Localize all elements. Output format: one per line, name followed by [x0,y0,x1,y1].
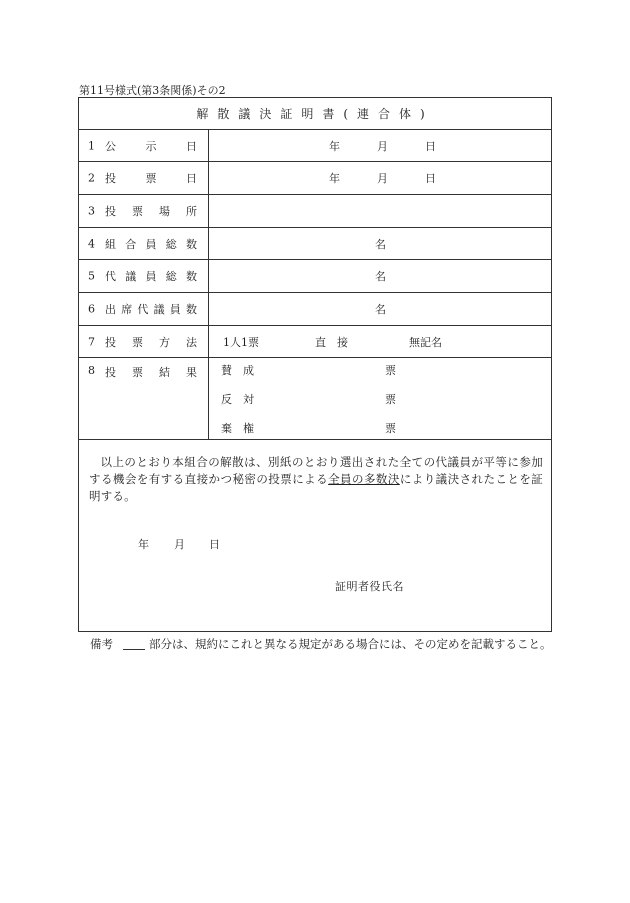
cert-month-label: 月 [174,538,185,551]
row-label [79,228,209,259]
label-char: 公 [105,139,116,153]
label-char: 出 [105,303,116,316]
label-char: 投 [105,335,116,349]
row-label [79,326,209,357]
votes-unit: 票 [385,364,396,377]
label-char: 総 [165,237,177,251]
label-char: 議 [125,270,137,283]
row-voting-date [79,162,551,195]
row-total-delegates [79,260,551,293]
row-number: 6 [88,302,95,316]
month-label: 月 [377,172,388,185]
row-label-text [105,364,197,380]
label-char: 代 [105,270,116,283]
label-char: 法 [186,335,197,349]
row-number: 5 [88,269,95,283]
row-label-text [105,203,197,219]
label-char: 日 [186,172,197,185]
row-label-text [105,334,197,350]
year-label: 年 [329,172,340,185]
direct-vote: 直 接 [315,335,348,349]
row-voting-method [79,326,551,358]
label-char: 票 [132,335,143,349]
persons-unit: 名 [375,237,386,251]
row-label [79,358,209,439]
row-number: 7 [88,335,95,348]
row-label [79,195,209,227]
row-attending-delegates [79,293,551,326]
label-char: 日 [186,139,197,153]
statement-text: 以上のとおり本組合の解散は、別紙のとおり選出された全ての代議員が平等に参加する機会を有する直接かつ秘密の投票による [89,455,543,486]
label-char: 数 [186,237,197,251]
label-char: 総 [165,270,177,283]
row-total-members [79,228,551,260]
label-char: 場 [159,205,170,218]
label-char: 組 [105,237,116,251]
votes-unit: 票 [385,393,396,406]
certificate-form [78,97,552,632]
secret-ballot: 無記名 [409,335,442,349]
cert-year-label: 年 [138,538,149,551]
row-voting-results [79,358,551,440]
certification-statement [89,454,543,505]
label-char: 員 [145,270,157,283]
row-number: 8 [88,364,95,377]
label-char: 投 [105,366,116,379]
persons-unit: 名 [375,303,386,316]
label-char: 結 [159,366,170,379]
row-announcement-date [79,130,551,162]
label-char: 員 [145,237,157,251]
label-char: 数 [185,303,197,316]
row-number: 2 [88,171,95,185]
row-label [79,260,209,292]
persons-unit: 名 [375,270,386,283]
label-char: 果 [186,366,197,379]
month-label: 月 [377,139,388,153]
statement-underlined-text: 全員の多数決 [328,472,400,486]
year-label: 年 [329,139,340,153]
label-char: 示 [145,139,157,153]
abstentions-label: 棄 権 [221,422,254,435]
row-label-text [105,268,197,284]
row-label [79,162,209,194]
form-title: 解散議決証明書(連合体) [79,98,551,130]
underline-sample [123,639,145,650]
label-char: 票 [145,172,157,185]
label-char: 投 [105,172,116,185]
label-char: 方 [159,335,170,349]
row-number: 3 [88,204,95,218]
cert-day-label: 日 [209,538,220,551]
label-char: 票 [132,366,143,379]
votes-against-label: 反 対 [221,393,254,406]
label-char: 席 [121,303,133,316]
remarks-text: 部分は、規約にこれと異なる規定がある場合には、その定めを記載すること。 [149,637,552,651]
label-char: 合 [125,237,137,251]
day-label: 日 [425,139,436,153]
row-number: 4 [88,237,95,250]
label-char: 数 [186,270,197,283]
statement-text-end: により議決されたことを証明する。 [89,472,544,503]
certifier-title-name: 証明者役氏名 [335,580,404,593]
row-number: 1 [88,139,95,152]
row-label-text [105,236,197,252]
label-char: 議 [153,303,165,316]
label-char: 投 [105,205,116,218]
label-char: 代 [137,303,149,316]
label-char: 所 [186,205,197,218]
votes-for-label: 賛 成 [221,364,254,377]
votes-unit: 票 [385,422,396,435]
row-label [79,293,209,325]
form-number: 第11号様式(第3条関係)その2 [79,84,226,97]
label-char: 票 [132,205,143,218]
row-voting-place [79,195,551,228]
day-label: 日 [425,172,436,185]
row-label-text [105,170,197,186]
remarks-note [90,636,552,652]
row-label-text [105,138,197,154]
label-char: 員 [169,303,181,316]
row-label-text [105,301,197,317]
row-label [79,130,209,161]
remarks-prefix: 備考 [90,637,113,651]
one-vote-per-person: 1人1票 [223,335,259,349]
